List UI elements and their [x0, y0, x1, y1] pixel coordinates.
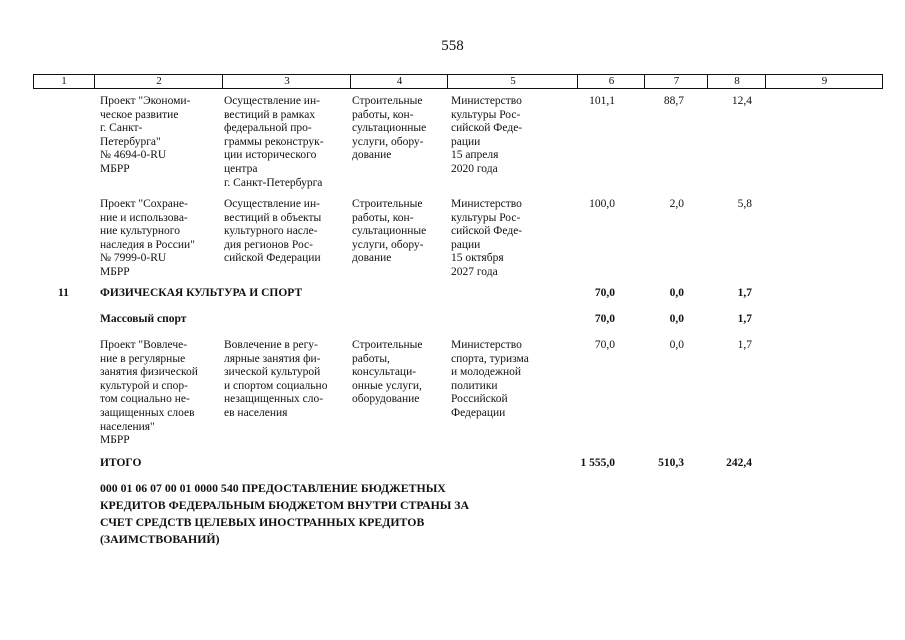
row3-value-6: 70,0	[594, 339, 615, 351]
total-value-6: 1 555,0	[580, 457, 615, 469]
section-title: ФИЗИЧЕСКАЯ КУЛЬТУРА И СПОРТ	[100, 287, 303, 299]
row2-project: Проект "Сохране- ние и использова- ние культурного наследия в России" № 7999-0-RU МБРР	[100, 198, 195, 278]
row1-value-7: 88,7	[663, 95, 684, 107]
row3-purpose: Вовлечение в регу- лярные занятия фи- зической культурой и спортом социально незащищенных сло- ев населения	[224, 339, 328, 419]
section-value-8: 1,7	[737, 287, 752, 299]
header-col-2: 2	[94, 75, 223, 88]
section-number: 11	[58, 287, 69, 299]
row1-value-8: 12,4	[731, 95, 752, 107]
row3-value-8: 1,7	[737, 339, 752, 351]
row1-value-6: 101,1	[589, 95, 615, 107]
row3-ministry: Министерство спорта, туризма и молодежной политики Российской Федерации	[451, 339, 529, 419]
subsection-title: Массовый спорт	[100, 313, 187, 325]
row3-type: Строительные работы, консультаци- онные услуги, оборудование	[352, 339, 423, 406]
header-col-4: 4	[350, 75, 448, 88]
header-col-5: 5	[447, 75, 578, 88]
row2-value-8: 5,8	[737, 198, 752, 210]
section-value-6: 70,0	[594, 287, 615, 299]
subsection-value-7: 0,0	[669, 313, 684, 325]
subsection-value-8: 1,7	[737, 313, 752, 325]
header-col-3: 3	[222, 75, 351, 88]
row1-purpose: Осуществление ин- вестиций в рамках федеральной про- граммы реконструк- ции исторического центра г. Санкт-Петербурга	[224, 95, 324, 189]
total-value-8: 242,4	[726, 457, 752, 469]
header-col-8: 8	[707, 75, 766, 88]
row1-type: Строительные работы, кон- сультационные услуги, обору- дование	[352, 95, 427, 162]
header-col-6: 6	[577, 75, 645, 88]
header-col-7: 7	[644, 75, 708, 88]
total-value-7: 510,3	[658, 457, 684, 469]
row3-value-7: 0,0	[669, 339, 684, 351]
row1-project: Проект "Экономи- ческое развитие г. Санкт- Петербурга" № 4694-0-RU МБРР	[100, 95, 191, 175]
subsection-value-6: 70,0	[594, 313, 615, 325]
total-label: ИТОГО	[100, 457, 142, 469]
header-col-1: 1	[61, 75, 67, 87]
row3-project: Проект "Вовлече- ние в регулярные занятия физической культурой и спор- том социально не- защищенных слоев населения" МБРР	[100, 339, 198, 447]
row2-value-7: 2,0	[669, 198, 684, 210]
row2-ministry: Министерство культуры Рос- сийской Феде- рации 15 октября 2027 года	[451, 198, 523, 278]
page-number: 558	[441, 38, 464, 54]
table-header	[33, 74, 883, 89]
row2-value-6: 100,0	[589, 198, 615, 210]
row1-ministry: Министерство культуры Рос- сийской Феде- рации 15 апреля 2020 года	[451, 95, 523, 175]
budget-section-heading: 000 01 06 07 00 01 0000 540 ПРЕДОСТАВЛЕНИЕ БЮДЖЕТНЫХ КРЕДИТОВ ФЕДЕРАЛЬНЫМ БЮДЖЕТОМ ВНУТРИ СТРАНЫ ЗА СЧЕТ СРЕДСТВ ЦЕЛЕВЫХ ИНОСТРАННЫХ КРЕДИТОВ (ЗАИМСТВОВАНИЙ)	[100, 481, 470, 546]
header-col-9: 9	[765, 75, 883, 88]
row2-type: Строительные работы, кон- сультационные услуги, обору- дование	[352, 198, 427, 265]
row2-purpose: Осуществление ин- вестиций в объекты культурного насле- дия регионов Рос- сийской Федерации	[224, 198, 322, 265]
section-value-7: 0,0	[669, 287, 684, 299]
